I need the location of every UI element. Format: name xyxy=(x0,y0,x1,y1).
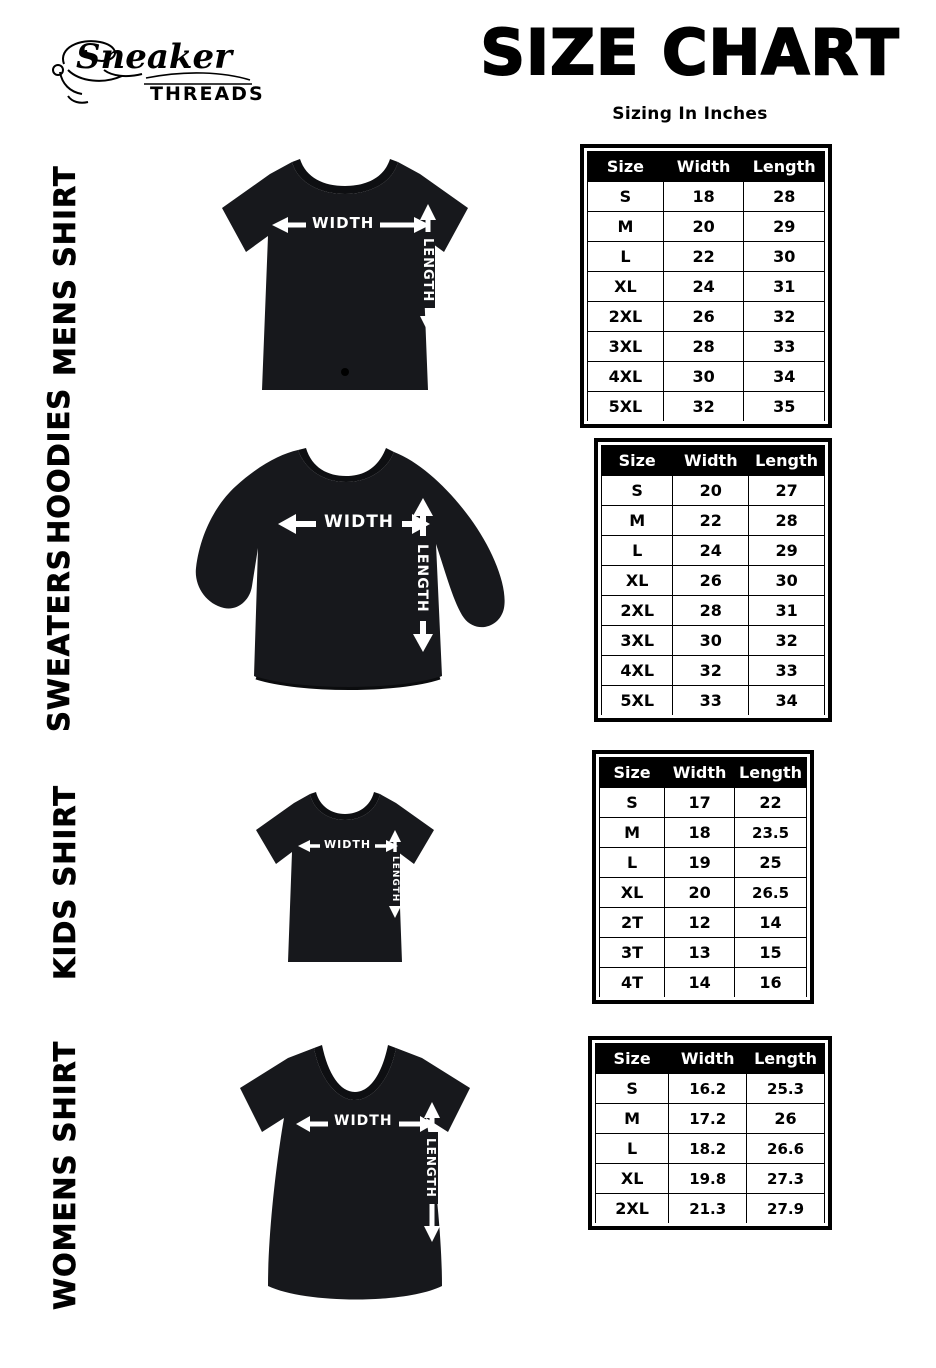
table-row xyxy=(588,392,825,422)
garment-illustration-sweater xyxy=(180,428,520,728)
cell-width: 19.8 xyxy=(669,1164,747,1194)
table-row xyxy=(596,1164,825,1194)
col-size: Size xyxy=(602,446,673,476)
cell-width: 18 xyxy=(663,182,744,212)
table-row xyxy=(588,182,825,212)
cell-size: 4XL xyxy=(602,656,673,686)
size-table-kids-shirt xyxy=(592,750,814,1004)
cell-size: M xyxy=(596,1104,669,1134)
cell-length: 32 xyxy=(749,626,825,656)
cell-length: 26.6 xyxy=(747,1134,825,1164)
col-length: Length xyxy=(749,446,825,476)
width-label: WIDTH xyxy=(328,1113,399,1129)
cell-width: 17.2 xyxy=(669,1104,747,1134)
cell-length: 33 xyxy=(749,656,825,686)
cell-width: 20 xyxy=(665,878,735,908)
cell-width: 28 xyxy=(673,596,749,626)
cell-width: 24 xyxy=(663,272,744,302)
cell-length: 33 xyxy=(744,332,825,362)
cell-size: M xyxy=(600,818,665,848)
cell-length: 25 xyxy=(735,848,807,878)
cell-length: 27.9 xyxy=(747,1194,825,1224)
table-row xyxy=(602,536,825,566)
cell-width: 16.2 xyxy=(669,1074,747,1104)
table-row xyxy=(588,242,825,272)
length-label: LENGTH xyxy=(414,536,430,621)
cell-size: 2XL xyxy=(596,1194,669,1224)
cell-length: 30 xyxy=(744,242,825,272)
col-length: Length xyxy=(747,1044,825,1074)
cell-length: 28 xyxy=(749,506,825,536)
table-row xyxy=(600,938,807,968)
brand-logo xyxy=(46,26,266,108)
cell-width: 26 xyxy=(663,302,744,332)
table-row xyxy=(602,476,825,506)
width-label: WIDTH xyxy=(316,512,402,532)
cell-size: 2XL xyxy=(588,302,664,332)
table-row xyxy=(602,596,825,626)
cell-size: S xyxy=(600,788,665,818)
table-row xyxy=(600,878,807,908)
length-label: LENGTH xyxy=(424,1132,438,1204)
cell-length: 31 xyxy=(749,596,825,626)
cell-size: M xyxy=(602,506,673,536)
cell-length: 29 xyxy=(744,212,825,242)
cell-size: L xyxy=(602,536,673,566)
size-table-sweaters-hoodies xyxy=(594,438,832,722)
table-row xyxy=(588,212,825,242)
table-row xyxy=(600,968,807,998)
cell-length: 31 xyxy=(744,272,825,302)
table-row xyxy=(600,908,807,938)
cell-width: 19 xyxy=(665,848,735,878)
table-row xyxy=(596,1074,825,1104)
width-label: WIDTH xyxy=(320,838,375,851)
section-label-kids-shirt: KIDS SHIRT xyxy=(48,784,82,980)
page-subtitle: Sizing In Inches xyxy=(612,104,768,124)
table-row xyxy=(602,566,825,596)
cell-size: XL xyxy=(588,272,664,302)
table-row xyxy=(602,686,825,716)
table-header-row xyxy=(588,152,825,182)
cell-length: 14 xyxy=(735,908,807,938)
length-label: LENGTH xyxy=(420,232,435,308)
col-width: Width xyxy=(665,758,735,788)
cell-size: S xyxy=(602,476,673,506)
table-row xyxy=(600,818,807,848)
cell-width: 21.3 xyxy=(669,1194,747,1224)
cell-length: 22 xyxy=(735,788,807,818)
svg-text:THREADS: THREADS xyxy=(150,83,265,105)
cell-size: 5XL xyxy=(602,686,673,716)
width-label: WIDTH xyxy=(306,214,380,232)
table-row xyxy=(588,272,825,302)
col-size: Size xyxy=(600,758,665,788)
cell-length: 34 xyxy=(744,362,825,392)
cell-size: 5XL xyxy=(588,392,664,422)
col-width: Width xyxy=(673,446,749,476)
cell-length: 16 xyxy=(735,968,807,998)
cell-size: XL xyxy=(600,878,665,908)
cell-size: XL xyxy=(602,566,673,596)
section-label-line2: HOODIES xyxy=(42,388,76,545)
table-row xyxy=(602,656,825,686)
cell-length: 25.3 xyxy=(747,1074,825,1104)
cell-size: S xyxy=(596,1074,669,1104)
cell-length: 27.3 xyxy=(747,1164,825,1194)
garment-illustration-womens-shirt xyxy=(210,1024,500,1314)
table-row xyxy=(600,848,807,878)
section-label-womens-shirt: WOMENS SHIRT xyxy=(48,1040,82,1310)
cell-width: 18.2 xyxy=(669,1134,747,1164)
page-header xyxy=(0,0,936,132)
cell-width: 22 xyxy=(663,242,744,272)
cell-size: L xyxy=(596,1134,669,1164)
section-kids-shirt xyxy=(0,748,936,1018)
section-label-sweaters-hoodies xyxy=(42,388,76,732)
cell-size: 3XL xyxy=(602,626,673,656)
section-mens-shirt xyxy=(0,132,936,432)
cell-length: 32 xyxy=(744,302,825,332)
garment-illustration-kids-shirt xyxy=(240,776,450,976)
cell-width: 14 xyxy=(665,968,735,998)
cell-length: 30 xyxy=(749,566,825,596)
size-table-womens-shirt xyxy=(588,1036,832,1230)
cell-length: 35 xyxy=(744,392,825,422)
table-row xyxy=(596,1134,825,1164)
cell-length: 28 xyxy=(744,182,825,212)
table-row xyxy=(596,1104,825,1134)
cell-size: L xyxy=(588,242,664,272)
col-width: Width xyxy=(663,152,744,182)
table-row xyxy=(596,1194,825,1224)
garment-illustration-mens-shirt xyxy=(200,132,490,412)
length-label: LENGTH xyxy=(390,852,400,906)
section-label-line1: SWEATERS xyxy=(42,548,76,732)
col-size: Size xyxy=(588,152,664,182)
table-row xyxy=(600,788,807,818)
cell-size: 3T xyxy=(600,938,665,968)
table-row xyxy=(588,362,825,392)
cell-width: 30 xyxy=(673,626,749,656)
cell-size: M xyxy=(588,212,664,242)
col-width: Width xyxy=(669,1044,747,1074)
cell-length: 15 xyxy=(735,938,807,968)
cell-width: 13 xyxy=(665,938,735,968)
cell-length: 29 xyxy=(749,536,825,566)
cell-length: 34 xyxy=(749,686,825,716)
cell-width: 33 xyxy=(673,686,749,716)
cell-width: 28 xyxy=(663,332,744,362)
col-length: Length xyxy=(735,758,807,788)
table-row xyxy=(602,626,825,656)
col-size: Size xyxy=(596,1044,669,1074)
size-table-mens-shirt xyxy=(580,144,832,428)
section-womens-shirt xyxy=(0,1018,936,1348)
table-row xyxy=(588,332,825,362)
cell-width: 20 xyxy=(673,476,749,506)
page-title: SIZE CHART xyxy=(480,16,900,89)
cell-length: 27 xyxy=(749,476,825,506)
table-row xyxy=(602,506,825,536)
col-length: Length xyxy=(744,152,825,182)
table-row xyxy=(588,302,825,332)
cell-length: 23.5 xyxy=(735,818,807,848)
table-header-row xyxy=(596,1044,825,1074)
cell-width: 30 xyxy=(663,362,744,392)
cell-length: 26.5 xyxy=(735,878,807,908)
cell-width: 32 xyxy=(663,392,744,422)
svg-text:Sneaker: Sneaker xyxy=(76,37,233,77)
table-header-row xyxy=(602,446,825,476)
cell-width: 17 xyxy=(665,788,735,818)
section-sweaters-hoodies xyxy=(0,388,936,748)
section-label-mens-shirt: MENS SHIRT xyxy=(48,165,82,377)
cell-size: L xyxy=(600,848,665,878)
cell-size: 2T xyxy=(600,908,665,938)
cell-size: 4T xyxy=(600,968,665,998)
cell-size: 4XL xyxy=(588,362,664,392)
cell-width: 22 xyxy=(673,506,749,536)
cell-width: 26 xyxy=(673,566,749,596)
cell-width: 32 xyxy=(673,656,749,686)
cell-size: 2XL xyxy=(602,596,673,626)
table-header-row xyxy=(600,758,807,788)
cell-size: S xyxy=(588,182,664,212)
cell-length: 26 xyxy=(747,1104,825,1134)
cell-size: XL xyxy=(596,1164,669,1194)
cell-width: 20 xyxy=(663,212,744,242)
cell-width: 12 xyxy=(665,908,735,938)
cell-size: 3XL xyxy=(588,332,664,362)
cell-width: 24 xyxy=(673,536,749,566)
cell-width: 18 xyxy=(665,818,735,848)
